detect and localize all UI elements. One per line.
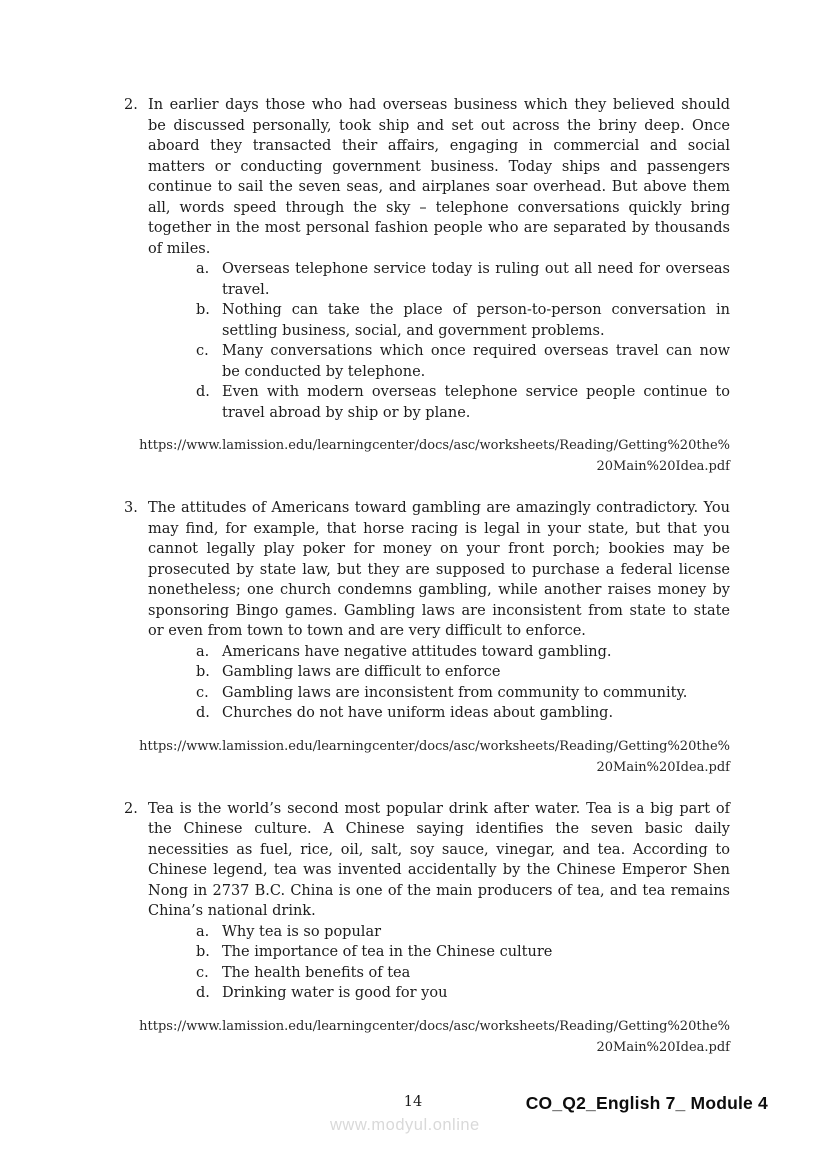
answer-option [148, 922, 730, 943]
option-text: Nothing can take the place of person-to-person conversation in settling business, social, and government problems. [222, 302, 730, 339]
question-block [122, 95, 730, 423]
question-number: 2. [124, 97, 138, 113]
question-passage: Tea is the world’s second most popular drink after water. Tea is a big part of the Chinese culture. A Chinese saying identifies the seven basic daily necessities as fuel, rice, oil, salt, soy sauce, vinegar, and tea. According to Chinese legend, tea was invented accidentally by the Chinese Emperor Shen Nong in 2737 B.C. China is one of the main producers of tea, and tea remains China’s national drink. [148, 800, 730, 919]
question-passage: In earlier days those who had overseas business which they believed should be discussed personally, took ship and set out across the briny deep. Once aboard they transacted their affairs, engaging in commercial and social matters or conducting government business. Today ships and passengers continue to sail the seven seas, and airplanes soar overhead. But above them all, words speed through the sky – telephone conversations quickly bring together in the most personal fashion people who are separated by thousands of miles. [148, 97, 730, 257]
question-number: 2. [124, 800, 138, 817]
question-number: 3. [124, 500, 138, 516]
question-block [122, 799, 730, 1004]
option-letter: b. [196, 944, 210, 960]
answer-option [148, 942, 730, 963]
option-letter: d. [196, 384, 210, 400]
question-body [148, 95, 730, 423]
option-text: Gambling laws are difficult to enforce [222, 664, 501, 680]
answer-option [148, 703, 730, 724]
option-text: Overseas telephone service today is ruling out all need for overseas travel. [222, 261, 730, 298]
watermark: www.modyul.online [330, 1116, 480, 1134]
option-text: Many conversations which once required overseas travel can now be conducted by telephone. [222, 343, 730, 380]
option-text: Even with modern overseas telephone service people continue to travel abroad by ship or by plane. [222, 384, 730, 421]
module-code: CO_Q2_English 7_ Module 4 [525, 1093, 768, 1113]
source-citation [122, 435, 730, 477]
answer-option [148, 341, 730, 382]
page-number: 14 [403, 1094, 423, 1110]
source-line: 20Main%20Idea.pdf [596, 759, 730, 775]
answer-option [148, 259, 730, 300]
answer-option [148, 662, 730, 683]
answer-option [148, 642, 730, 663]
source-citation [122, 736, 730, 778]
answer-option [148, 382, 730, 423]
page-content [122, 95, 730, 1079]
question-body [148, 799, 730, 1004]
option-text: Churches do not have uniform ideas about gambling. [222, 705, 614, 721]
source-line: 20Main%20Idea.pdf [596, 1039, 730, 1055]
option-text: Why tea is so popular [222, 923, 382, 940]
option-letter: a. [196, 643, 210, 660]
option-letter: b. [196, 664, 210, 680]
source-citation [122, 1016, 730, 1058]
question-block [122, 498, 730, 724]
option-letter: b. [196, 302, 210, 318]
answer-option [148, 983, 730, 1004]
source-line: https://www.lamission.edu/learningcenter/docs/asc/worksheets/Reading/Getting%20the% [139, 1018, 730, 1034]
option-letter: d. [196, 705, 210, 721]
option-text: The importance of tea in the Chinese culture [222, 944, 553, 960]
option-text: The health benefits of tea [222, 964, 411, 981]
answer-option [148, 300, 730, 341]
option-letter: a. [196, 261, 210, 277]
option-letter: a. [196, 923, 210, 940]
option-letter: c. [196, 964, 209, 981]
source-line: https://www.lamission.edu/learningcenter/docs/asc/worksheets/Reading/Getting%20the% [139, 738, 730, 754]
source-line: 20Main%20Idea.pdf [596, 459, 730, 474]
option-letter: c. [196, 684, 209, 701]
source-line: https://www.lamission.edu/learningcenter/docs/asc/worksheets/Reading/Getting%20the% [139, 438, 730, 453]
option-text: Drinking water is good for you [222, 985, 448, 1001]
option-letter: d. [196, 985, 210, 1001]
question-passage: The attitudes of Americans toward gambling are amazingly contradictory. You may find, for example, that horse racing is legal in your state, but that you cannot legally play poker for money on your front porch; bookies may be prosecuted by state law, but they are supposed to purchase a federal license nonetheless; one church condemns gambling, while another raises money by sponsoring Bingo games. Gambling laws are inconsistent from state to state or even from town to town and are very difficult to enforce. [148, 500, 730, 639]
answer-option [148, 963, 730, 984]
answer-option [148, 683, 730, 704]
option-text: Americans have negative attitudes toward gambling. [222, 643, 612, 660]
option-text: Gambling laws are inconsistent from community to community. [222, 684, 688, 701]
option-letter: c. [196, 343, 209, 359]
question-body [148, 498, 730, 724]
